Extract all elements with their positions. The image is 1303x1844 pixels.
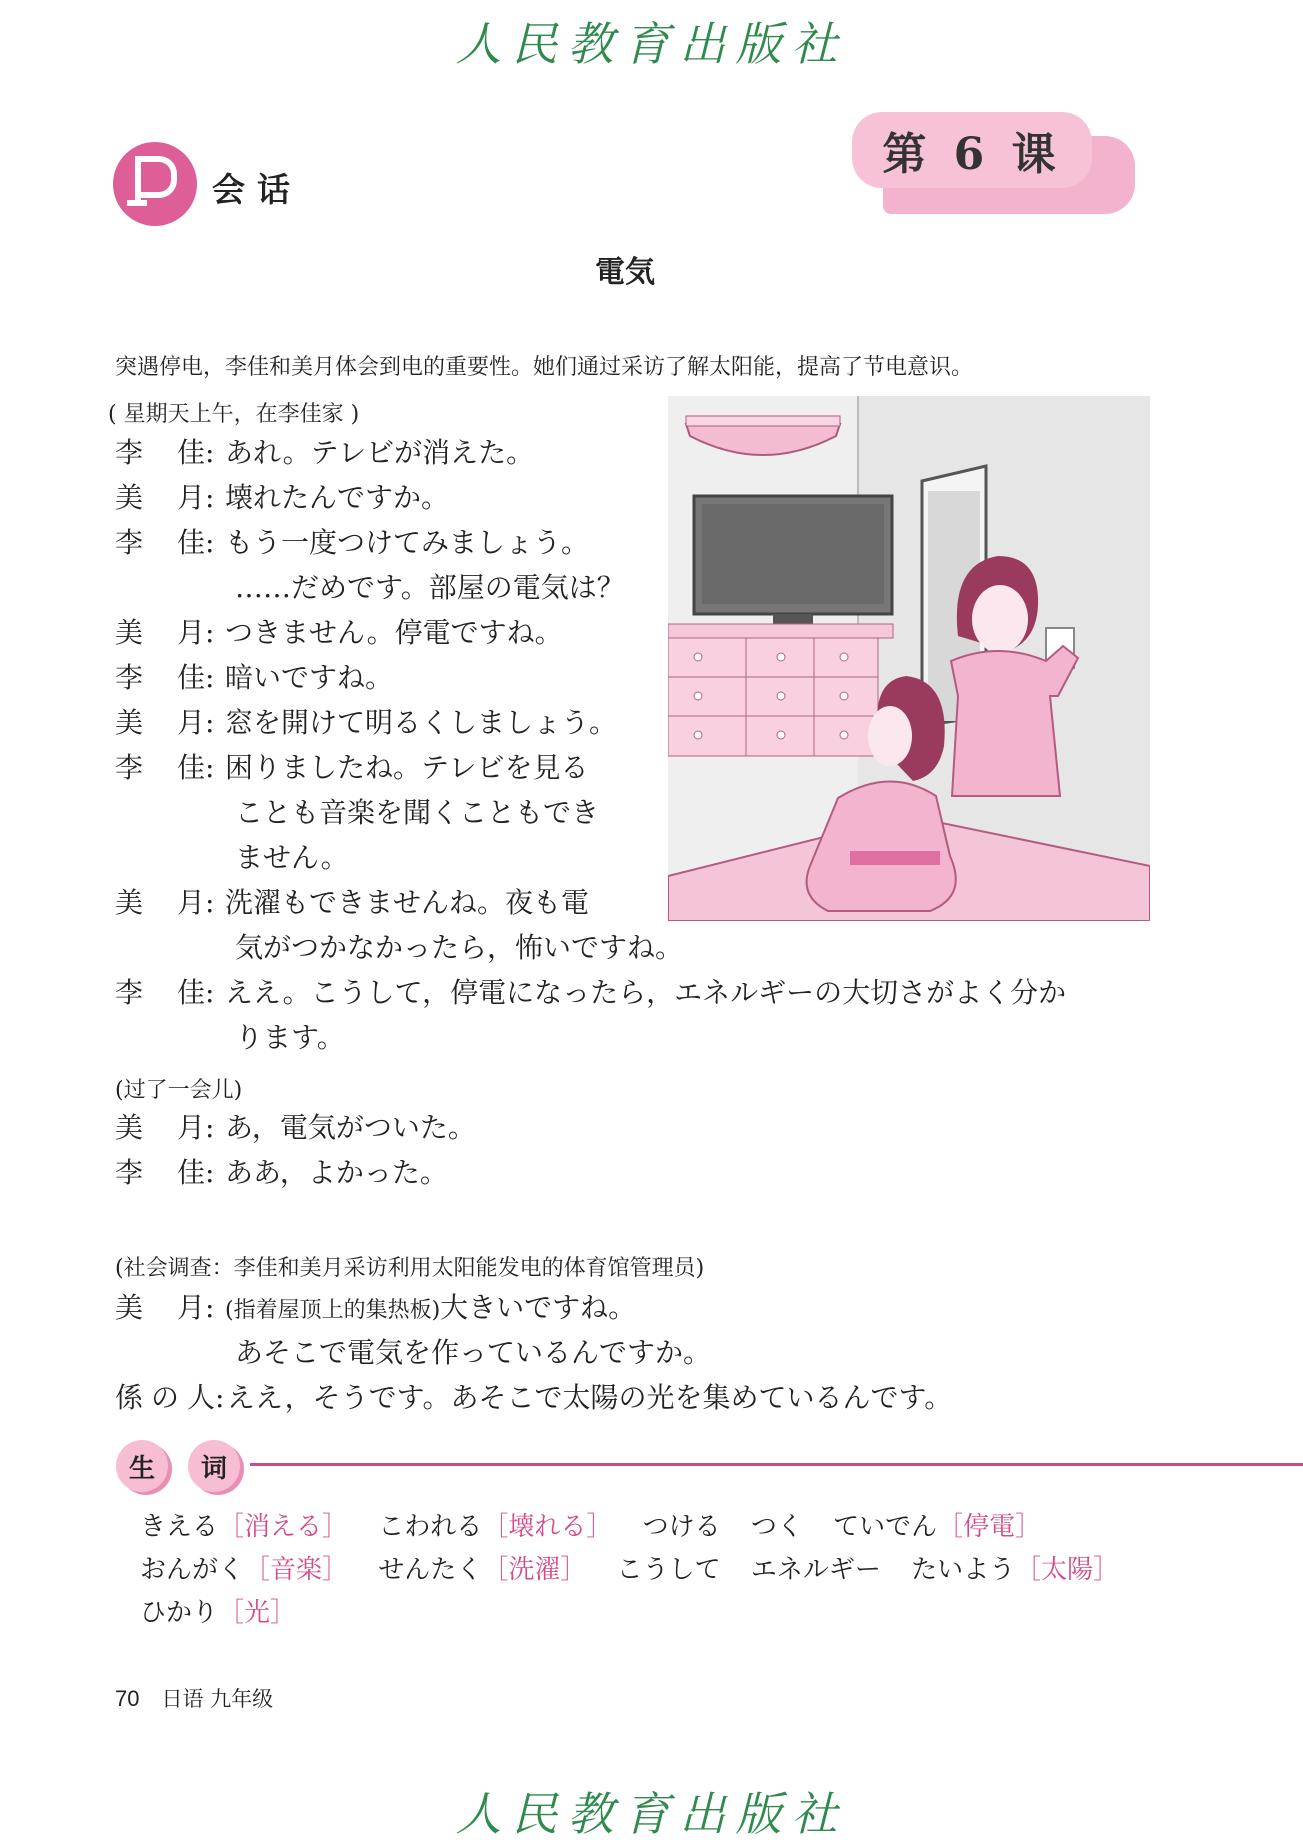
line-text: 壊れたんですか。 <box>225 481 450 514</box>
vocab-rule <box>250 1463 1303 1466</box>
dialog-line: 美月: あ，電気がついた。 <box>115 1111 476 1144</box>
page-number: 70 <box>115 1686 140 1711</box>
vocab-kanji: ［壊れる］ <box>482 1512 613 1542</box>
lesson-badge: 第 6 课 <box>852 112 1092 188</box>
dialog-line-cont: ……だめです。部屋の電気は？ <box>235 571 625 604</box>
dialog-line-cont: ことも音楽を聞くこともでき <box>235 796 600 829</box>
vocab-item <box>140 1555 348 1585</box>
speaker-name: 李佳 <box>115 976 205 1009</box>
line-text: ええ。こうして，停電になったら，エネルギーの大切さがよく分か <box>225 976 1067 1009</box>
publisher-logo-top: 人民教育出版社 <box>455 17 848 71</box>
vocab-item <box>751 1512 803 1542</box>
scene-note: (过了一会儿) <box>115 1078 243 1103</box>
vocab-item <box>751 1555 881 1585</box>
vocab-row <box>140 1549 1141 1586</box>
vocab-item <box>833 1512 1041 1542</box>
dialog-line: 李佳: ええ。こうして，停電になったら，エネルギーの大切さがよく分か <box>115 976 1067 1009</box>
dialog-intro: 突遇停电，李佳和美月体会到电的重要性。她们通过采访了解太阳能，提高了节电意识。 <box>115 355 974 380</box>
vocab-item <box>378 1555 586 1585</box>
line-text: 困りましたね。テレビを見る <box>225 751 589 784</box>
vocab-kana: こわれる <box>378 1512 483 1542</box>
dialog-line-cont: ません。 <box>235 841 349 874</box>
vocab-kana: こうして <box>616 1555 721 1585</box>
vocab-row <box>140 1592 318 1629</box>
line-text: あれ。テレビが消えた。 <box>225 436 535 469</box>
vocab-kanji: ［洗濯］ <box>482 1555 587 1585</box>
speaker-name: 美月 <box>115 481 205 514</box>
dresser-top <box>668 624 893 638</box>
line-text: ああ，よかった。 <box>225 1156 448 1189</box>
vocab-item <box>643 1512 721 1542</box>
dialog-line: 美月: つきません。停電ですね。 <box>115 616 563 649</box>
dialog-line-cont: ります。 <box>235 1021 345 1054</box>
line-text: ええ，そうです。あそこで太陽の光を集めているんです。 <box>227 1381 953 1414</box>
scene-note: ( 星期天上午，在李佳家 ) <box>108 402 360 427</box>
page-footer <box>115 1683 273 1713</box>
vocab-kanji: ［光］ <box>218 1598 297 1628</box>
dialog-line-cont: あそこで電気を作っているんですか。 <box>235 1336 712 1369</box>
vocab-kanji: ［音楽］ <box>244 1555 349 1585</box>
vocab-kana: ひかり <box>140 1598 219 1628</box>
speaker-name: 李佳 <box>115 526 205 559</box>
dialog-line: 美月: 窓を開けて明るくしましょう。 <box>115 706 618 739</box>
vocab-kanji: ［停電］ <box>937 1512 1042 1542</box>
book-title: 日语 九年级 <box>161 1687 274 1711</box>
dialog-line: 美月: 洗濯もできませんね。夜も電 <box>115 886 590 919</box>
speaker-name: 美月 <box>115 1111 205 1144</box>
speaker-name: 李佳 <box>115 436 205 469</box>
speaker-name: 美月 <box>115 1291 205 1324</box>
line-text: 洗濯もできませんね。夜も電 <box>225 886 590 919</box>
speaker-name: 李佳 <box>115 751 205 784</box>
vocab-item <box>378 1512 612 1542</box>
speaker-name: 李佳 <box>115 661 205 694</box>
dialog-line: 李佳: あれ。テレビが消えた。 <box>115 436 535 469</box>
dialog-line: 係の人:ええ，そうです。あそこで太陽の光を集めているんです。 <box>115 1381 953 1414</box>
line-text: 窓を開けて明るくしましょう。 <box>225 706 618 739</box>
vocab-header-char: 生 <box>116 1440 168 1492</box>
vocab-kana: エネルギー <box>750 1555 881 1585</box>
line-text: もう一度つけてみましょう。 <box>225 526 590 559</box>
vocab-kana: ていでん <box>833 1512 938 1542</box>
speaker-name: 係の人 <box>115 1381 215 1414</box>
vocab-kana: つける <box>642 1512 721 1542</box>
vocab-item <box>617 1555 721 1585</box>
speaker-name: 美月 <box>115 886 205 919</box>
vocab-kana: おんがく <box>140 1555 245 1585</box>
line-text: つきません。停電ですね。 <box>225 616 563 649</box>
dialog-line: 李佳: もう一度つけてみましょう。 <box>115 526 590 559</box>
vocab-header-char: 词 <box>188 1440 240 1492</box>
vocab-row <box>140 1506 1063 1543</box>
speaker-name: 美月 <box>115 706 205 739</box>
dialog-title: 電気 <box>595 255 655 290</box>
vocab-kana: つく <box>750 1512 803 1542</box>
vocab-kana: たいよう <box>911 1555 1016 1585</box>
vocab-item <box>140 1512 348 1542</box>
line-text: 暗いですね。 <box>225 661 394 694</box>
line-text: あ，電気がついた。 <box>225 1111 476 1144</box>
conversation-icon <box>113 142 197 226</box>
speaker-name: 美月 <box>115 616 205 649</box>
vocab-kanji: ［太陽］ <box>1015 1555 1120 1585</box>
dialog-line: 李佳: 暗いですね。 <box>115 661 394 694</box>
vocab-item <box>140 1598 296 1628</box>
vocab-kana: きえる <box>140 1512 219 1542</box>
publisher-logo-bottom: 人民教育出版社 <box>455 1787 848 1841</box>
dialog-line-cont: 気がつかなかったら，怖いですね。 <box>235 931 684 964</box>
dialog-line: 美月: (指着屋顶上的集热板)大きいですね。 <box>115 1291 637 1324</box>
dialog-line: 李佳: 困りましたね。テレビを見る <box>115 751 589 784</box>
stage-direction: (指着屋顶上的集热板) <box>225 1298 441 1323</box>
vocab-kanji: ［消える］ <box>218 1512 349 1542</box>
speaker-name: 李佳 <box>115 1156 205 1189</box>
scene-note: (社会调查：李佳和美月采访利用太阳能发电的体育馆管理员) <box>115 1256 705 1281</box>
vocab-item <box>911 1555 1119 1585</box>
vocab-kana: せんたく <box>378 1555 483 1585</box>
section-title: 会话 <box>212 170 302 209</box>
power-outage-illustration <box>668 396 1150 921</box>
dialog-line: 李佳: ああ，よかった。 <box>115 1156 448 1189</box>
line-text: 大きいですね。 <box>440 1291 637 1324</box>
dialog-line: 美月: 壊れたんですか。 <box>115 481 450 514</box>
